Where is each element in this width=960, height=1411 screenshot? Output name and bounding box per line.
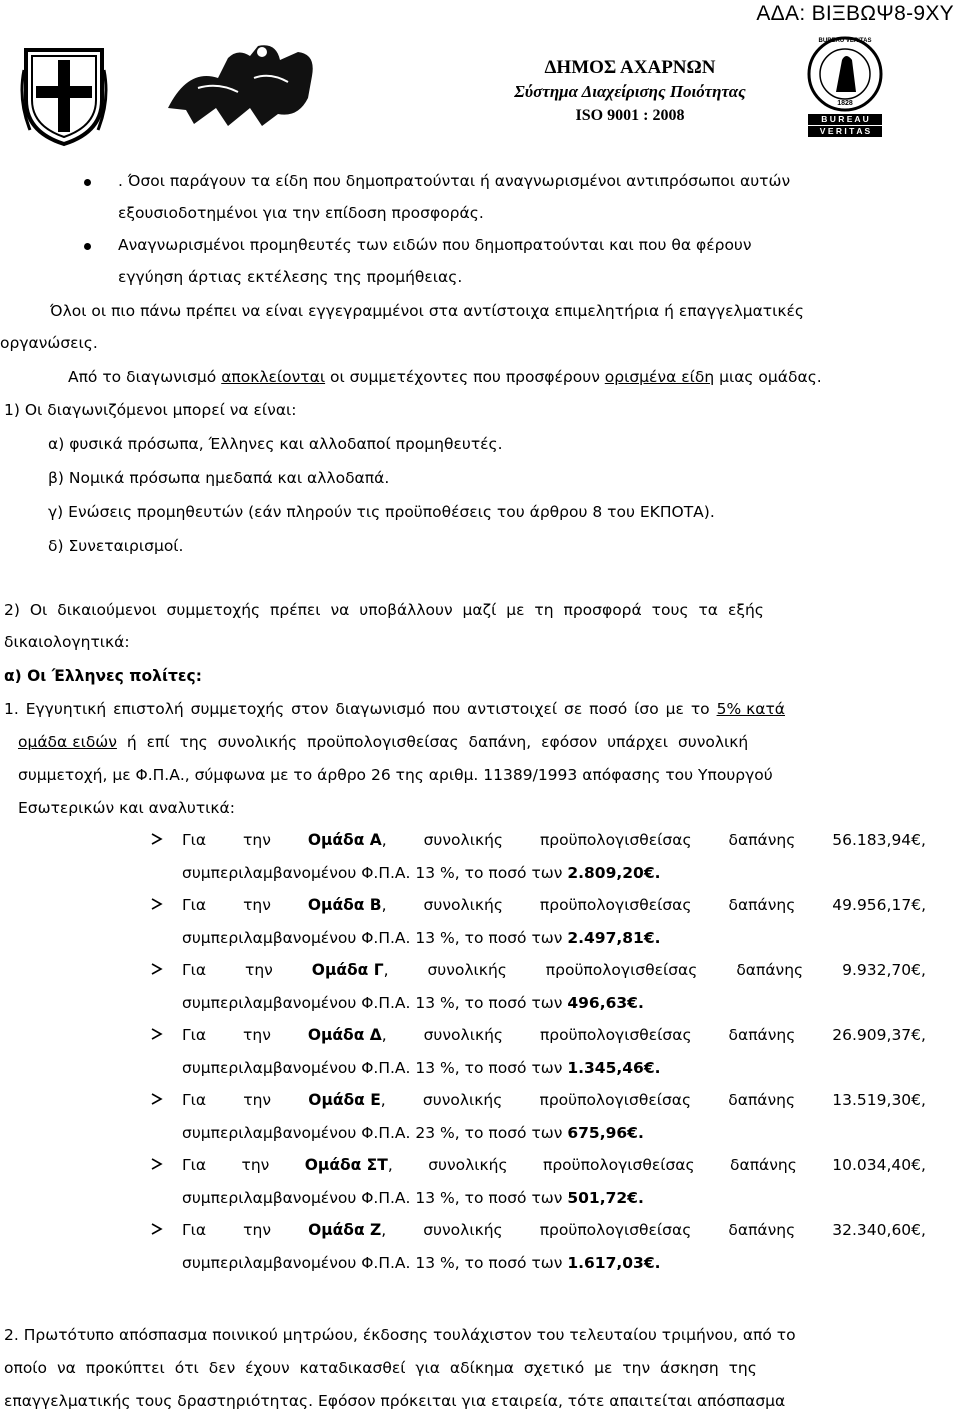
euro-sign: € <box>911 1221 922 1239</box>
punctuation: , <box>921 1026 926 1044</box>
criminal-record-line-3: επαγγελματικής τους δραστηριότητας. Εφόσον πρόκειται για εταιρεία, τότε απαιτείται απόσπασμα <box>4 1392 786 1410</box>
group-word-text: την <box>243 831 271 849</box>
group-word-text: Ομάδα Α <box>307 831 382 849</box>
guarantee-amount: 1.617,03€. <box>567 1254 661 1272</box>
group-word <box>546 961 698 979</box>
group-word-text: 32.340,60 <box>832 1221 912 1239</box>
group-word-text: Ομάδα Γ <box>311 961 384 979</box>
group-word-text: Για <box>182 1091 207 1109</box>
group-word <box>245 961 273 979</box>
group-word <box>540 1026 692 1044</box>
arrow-bullet-icon <box>150 962 164 980</box>
euro-sign: € <box>911 831 922 849</box>
arrow-bullet-icon <box>150 897 164 915</box>
cert-arc-text: BUREAU VERITAS <box>818 38 872 44</box>
group-word <box>543 1156 695 1174</box>
group-word <box>243 1026 271 1044</box>
cert-year: 1828 <box>837 100 853 107</box>
participant-item: α) φυσικά πρόσωπα, Έλληνες και αλλοδαποί προμηθευτές. <box>48 435 503 453</box>
euro-sign: € <box>627 1189 638 1207</box>
group-word-text: προϋπολογισθείσας <box>539 1026 692 1044</box>
ada-code: ΑΔΑ: ΒΙΞΒΩΨ8-9ΧΥ <box>756 2 954 25</box>
amount-label: , το ποσό των <box>454 1059 568 1077</box>
vat-label: συμπεριλαμβανομένου Φ.Π.Α. <box>182 1189 416 1207</box>
bureau-veritas-logo <box>806 34 884 138</box>
vat-rate: 13 % <box>415 1189 455 1207</box>
vat-rate: 13 % <box>415 1059 455 1077</box>
group-word-text: 49.956,17 <box>832 896 912 914</box>
group-line-2 <box>182 929 661 947</box>
registered-line-2: οργανώσεις. <box>0 334 98 352</box>
group-line-2 <box>182 1059 661 1077</box>
group-word-text: Για <box>182 1156 207 1174</box>
group-word-text: συνολικής <box>423 1026 504 1044</box>
group-word-text: συνολικής <box>428 1156 508 1174</box>
group-word <box>842 961 926 979</box>
group-line-1 <box>182 1156 926 1174</box>
punctuation: , <box>921 1221 926 1239</box>
group-word <box>182 1026 206 1044</box>
vat-label: συμπεριλαμβανομένου Φ.Π.Α. <box>182 1254 416 1272</box>
guarantee-text-b: 5% κατά <box>716 700 785 718</box>
group-word <box>182 831 206 849</box>
group-line-1 <box>182 896 926 914</box>
euro-sign: € <box>643 929 655 947</box>
vat-rate: 13 % <box>415 864 455 882</box>
exclusion-text-d: ορισμένα είδη <box>604 368 715 386</box>
group-word <box>832 1221 926 1239</box>
group-word <box>243 1221 271 1239</box>
arrow-bullet-icon <box>150 1027 164 1045</box>
group-word-text: συνολικής <box>423 1221 503 1239</box>
bullet-icon <box>84 243 91 250</box>
group-word <box>728 896 795 914</box>
punctuation: , <box>381 831 387 849</box>
group-word <box>243 896 271 914</box>
bullet-2-text: Αναγνωρισμένοι προμηθευτές των ειδών που δημοπρατούνται και που θα φέρουν <box>118 236 752 254</box>
vat-label: συμπεριλαμβανομένου Φ.Π.Α. <box>182 1124 416 1142</box>
punctuation: , <box>381 1221 387 1239</box>
punctuation: , <box>921 896 926 914</box>
exclusion-text-b: αποκλείονται <box>221 368 326 386</box>
punctuation: , <box>921 831 926 849</box>
group-word <box>182 1091 206 1109</box>
group-line-1 <box>182 831 926 849</box>
group-word <box>428 1156 507 1174</box>
group-word-text: την <box>243 896 271 914</box>
group-word-text: προϋπολογισθείσας <box>539 1221 692 1239</box>
amount-label: , το ποσό των <box>454 1124 568 1142</box>
group-word <box>182 1221 206 1239</box>
punctuation: , <box>921 1091 926 1109</box>
group-word-text: Ομάδα Δ <box>307 1026 382 1044</box>
guarantee-amount-value: 1.617,03 <box>567 1254 644 1272</box>
group-word-text: συνολικής <box>422 1091 503 1109</box>
participant-item: δ) Συνεταιρισμοί. <box>48 537 184 555</box>
guarantee-amount-value: 675,96 <box>567 1124 628 1142</box>
guarantee-amount-value: 1.345,46 <box>567 1059 644 1077</box>
vat-rate: 13 % <box>415 994 455 1012</box>
group-word-text: δαπάνης <box>736 961 804 979</box>
guarantee-line-1 <box>4 700 785 718</box>
group-line-1 <box>182 1221 926 1239</box>
group-word <box>423 1221 502 1239</box>
group-word <box>832 1026 926 1044</box>
group-word-text: την <box>243 1026 271 1044</box>
cert-veritas-text: V E R I T A S <box>819 126 871 136</box>
euro-sign: € <box>643 864 655 882</box>
bullet-1-line-2: εξουσιοδοτημένοι για την επίδοση προσφοράς. <box>118 204 484 222</box>
guarantee-amount: 675,96€. <box>567 1124 644 1142</box>
documents-line-2: δικαιολογητικά: <box>4 633 130 651</box>
exclusion-statement <box>68 368 822 386</box>
greek-emblem-icon <box>18 40 110 148</box>
participant-item: γ) Ενώσεις προμηθευτών (εάν πληρούν τις προϋποθέσεις του άρθρου 8 του ΕΚΠΟΤΑ). <box>48 503 715 521</box>
group-word-text: προϋπολογισθείσας <box>539 896 692 914</box>
municipality-name: ΔΗΜΟΣ ΑΧΑΡΝΩΝ <box>544 57 716 78</box>
euro-sign: € <box>643 1254 655 1272</box>
group-word-text: συνολικής <box>427 961 507 979</box>
group-word <box>242 1156 270 1174</box>
guarantee-text-d: ή επί της συνολικής προϋπολογισθείσας δαπάνη, εφόσον υπάρχει συνολική <box>116 733 749 751</box>
bullet-1-line-1: . Όσοι παράγουν τα είδη που δημοπρατούνται ή αναγνωρισμένοι αντιπρόσωποι αυτών <box>118 172 791 190</box>
arrow-bullet-icon <box>150 1222 164 1240</box>
group-word <box>832 831 926 849</box>
arrow-bullet-icon <box>150 832 164 850</box>
vat-rate: 13 % <box>415 929 455 947</box>
guarantee-amount: 2.809,20€. <box>567 864 661 882</box>
group-word-text: 13.519,30 <box>832 1091 912 1109</box>
group-word-text: Για <box>182 961 207 979</box>
amount-label: , το ποσό των <box>454 994 568 1012</box>
group-word-text: Για <box>182 1026 207 1044</box>
group-word <box>305 1156 393 1174</box>
group-word-text: Για <box>182 1221 207 1239</box>
group-line-2 <box>182 1189 644 1207</box>
group-word-text: 10.034,40 <box>832 1156 912 1174</box>
euro-sign: € <box>911 1091 922 1109</box>
group-word <box>730 1156 797 1174</box>
group-word <box>243 831 271 849</box>
punctuation: , <box>921 1156 926 1174</box>
horses-logo-icon <box>158 38 326 132</box>
group-word-text: Ομάδα Ε <box>308 1091 381 1109</box>
exclusion-text-a: Από το διαγωνισμό <box>68 368 222 386</box>
group-word <box>729 1026 796 1044</box>
guarantee-amount-value: 2.497,81 <box>567 929 644 947</box>
group-word-text: 56.183,94 <box>832 831 912 849</box>
group-line-2 <box>182 864 661 882</box>
euro-sign: € <box>627 1124 638 1142</box>
punctuation: , <box>920 961 926 979</box>
group-word-text: δαπάνης <box>730 1156 797 1174</box>
guarantee-line-3: συμμετοχή, με Φ.Π.Α., σύμφωνα με το άρθρο 26 της αριθμ. 11389/1993 απόφασης του Υπουργού <box>18 766 773 784</box>
group-line-2 <box>182 1254 661 1272</box>
group-word <box>540 1221 692 1239</box>
group-word-text: Ομάδα ΣΤ <box>304 1156 388 1174</box>
group-word-text: προϋπολογισθείσας <box>543 1156 695 1174</box>
group-line-2 <box>182 1124 644 1142</box>
group-word <box>308 896 387 914</box>
group-word-text: την <box>241 1156 270 1174</box>
group-word-text: Για <box>182 896 207 914</box>
euro-sign: € <box>911 961 921 979</box>
group-word-text: Για <box>182 831 207 849</box>
group-line-2 <box>182 994 644 1012</box>
guarantee-amount-value: 501,72 <box>567 1189 628 1207</box>
group-word <box>424 896 503 914</box>
group-word <box>728 1091 795 1109</box>
group-word-text: δαπάνης <box>728 1221 796 1239</box>
guarantee-amount: 1.345,46€. <box>567 1059 661 1077</box>
vat-label: συμπεριλαμβανομένου Φ.Π.Α. <box>182 994 416 1012</box>
punctuation: , <box>380 1091 386 1109</box>
participant-item: β) Νομικά πρόσωπα ημεδαπά και αλλοδαπά. <box>48 469 390 487</box>
guarantee-amount: 501,72€. <box>567 1189 644 1207</box>
group-line-1 <box>182 961 926 979</box>
group-word-text: προϋπολογισθείσας <box>545 961 698 979</box>
group-word-text: συνολικής <box>423 831 504 849</box>
group-word <box>427 961 506 979</box>
group-word-text: δαπάνης <box>728 896 796 914</box>
group-word <box>182 961 206 979</box>
group-word <box>832 1156 926 1174</box>
group-line-1 <box>182 1091 926 1109</box>
guarantee-amount-value: 496,63 <box>567 994 628 1012</box>
bullet-icon <box>84 179 91 186</box>
amount-label: , το ποσό των <box>454 864 568 882</box>
vat-label: συμπεριλαμβανομένου Φ.Π.Α. <box>182 1059 416 1077</box>
group-word-text: την <box>243 1221 271 1239</box>
group-word <box>308 1221 386 1239</box>
group-word-text: την <box>245 961 273 979</box>
group-word <box>728 1221 795 1239</box>
punctuation: , <box>381 896 387 914</box>
group-word-text: προϋπολογισθείσας <box>539 831 692 849</box>
amount-label: , το ποσό των <box>454 1189 568 1207</box>
group-word <box>540 896 692 914</box>
group-word <box>243 1091 271 1109</box>
criminal-record-line-1: 2. Πρωτότυπο απόσπασμα ποινικού μητρώου, έκδοσης τουλάχιστον του τελευταίου τριμήνου, από το <box>4 1326 796 1344</box>
guarantee-text-a: 1. Εγγυητική επιστολή συμμετοχής στον διαγωνισμό που αντιστοιχεί σε ποσό ίσο με το <box>4 700 717 718</box>
group-word <box>424 831 503 849</box>
bullet-2-line-2: εγγύηση άρτιας εκτέλεσης της προμήθειας. <box>118 268 463 286</box>
group-word <box>424 1026 503 1044</box>
guarantee-line-2 <box>18 733 748 751</box>
group-word <box>182 896 206 914</box>
criminal-record-text-2: οποίο να προκύπτει ότι δεν έχουν καταδικασθεί για αδίκημα σχετικό με την άσκηση της <box>4 1359 757 1377</box>
group-line-1 <box>182 1026 926 1044</box>
group-word <box>832 896 926 914</box>
exclusion-text-c: οι συμμετέχοντες που προσφέρουν <box>325 368 605 386</box>
group-word-text: 9.932,70 <box>842 961 912 979</box>
arrow-bullet-icon <box>150 1157 164 1175</box>
euro-sign: € <box>911 1156 922 1174</box>
group-word-text: δαπάνης <box>728 831 796 849</box>
cert-bureau-text: B U R E A U <box>821 114 869 124</box>
quality-system: Σύστημα Διαχείρισης Ποιότητας <box>514 82 746 101</box>
group-word-text: την <box>243 1091 272 1109</box>
group-word <box>308 831 387 849</box>
greek-citizens-heading: α) Οι Έλληνες πολίτες: <box>4 667 202 685</box>
euro-sign: € <box>643 1059 655 1077</box>
amount-label: , το ποσό των <box>454 1254 568 1272</box>
vat-rate: 13 % <box>415 1254 455 1272</box>
vat-label: συμπεριλαμβανομένου Φ.Π.Α. <box>182 929 416 947</box>
group-word-text: δαπάνης <box>728 1026 796 1044</box>
euro-sign: € <box>627 994 638 1012</box>
guarantee-line-4: Εσωτερικών και αναλυτικά: <box>18 799 235 817</box>
group-word-text: προϋπολογισθείσας <box>539 1091 692 1109</box>
documents-line-1 <box>4 601 926 619</box>
euro-sign: € <box>911 896 922 914</box>
guarantee-amount-value: 2.809,20 <box>567 864 644 882</box>
group-word <box>308 1091 385 1109</box>
group-word-text: 26.909,37 <box>832 1026 912 1044</box>
group-word <box>540 1091 692 1109</box>
group-word <box>182 1156 206 1174</box>
group-word-text: Ομάδα Ζ <box>308 1221 382 1239</box>
punctuation: , <box>387 1156 393 1174</box>
group-word <box>423 1091 502 1109</box>
guarantee-text-c: ομάδα ειδών <box>18 733 117 751</box>
group-word-text: Ομάδα Β <box>307 896 382 914</box>
guarantee-amount: 2.497,81€. <box>567 929 661 947</box>
vat-rate: 23 % <box>415 1124 455 1142</box>
punctuation: , <box>381 1026 387 1044</box>
group-word <box>308 1026 387 1044</box>
documents-text: 2) Οι δικαιούμενοι συμμετοχής πρέπει να υποβάλλουν μαζί με τη προσφορά τους τα εξής <box>4 601 764 619</box>
punctuation: , <box>383 961 389 979</box>
participants-title: 1) Οι διαγωνιζόμενοι μπορεί να είναι: <box>4 401 297 419</box>
euro-sign: € <box>911 1026 922 1044</box>
amount-label: , το ποσό των <box>454 929 568 947</box>
group-word <box>540 831 692 849</box>
group-word <box>729 831 796 849</box>
vat-label: συμπεριλαμβανομένου Φ.Π.Α. <box>182 864 416 882</box>
criminal-record-line-2 <box>4 1359 926 1377</box>
guarantee-amount: 496,63€. <box>567 994 644 1012</box>
group-word <box>832 1091 926 1109</box>
group-word <box>736 961 803 979</box>
group-word-text: συνολικής <box>423 896 503 914</box>
bullet-2-line-1 <box>118 236 936 254</box>
group-word <box>312 961 389 979</box>
iso-standard: ISO 9001 : 2008 <box>575 107 685 124</box>
organization-header <box>460 56 800 128</box>
arrow-bullet-icon <box>150 1092 164 1110</box>
group-word-text: δαπάνης <box>728 1091 796 1109</box>
exclusion-text-e: μιας ομάδας. <box>714 368 822 386</box>
registered-line-1: Όλοι οι πιο πάνω πρέπει να είναι εγγεγραμμένοι στα αντίστοιχα επιμελητήρια ή επαγγελματικές <box>50 302 804 320</box>
